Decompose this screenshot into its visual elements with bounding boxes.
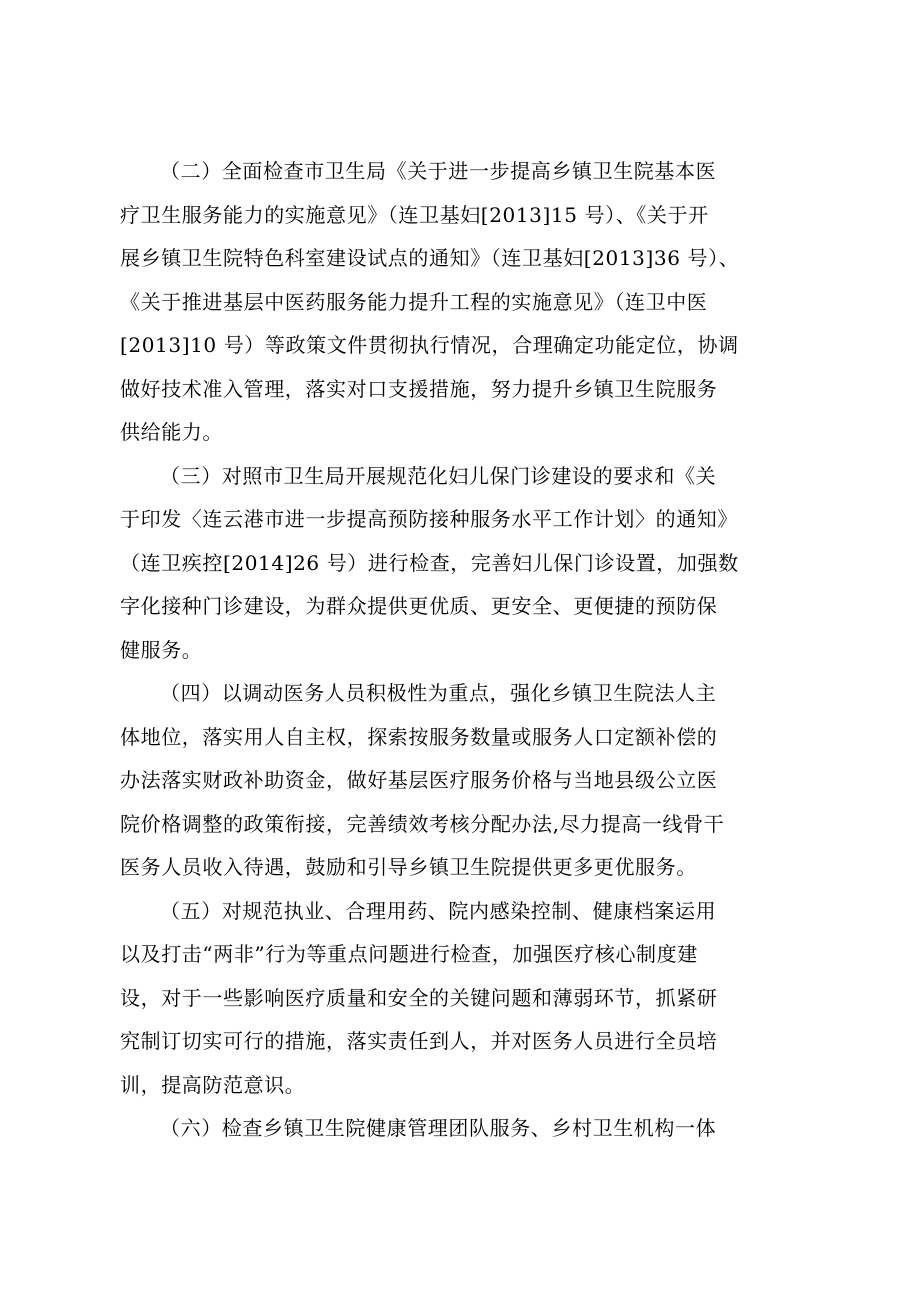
text-line: 于印发〈连云港市进一步提高预防接种服务水平工作计划〉的通知》 (120, 507, 738, 531)
text-line: 做好技术准入管理，落实对口支援措施，努力提升乡镇卫生院服务 (120, 376, 718, 401)
paragraph-5 (120, 890, 806, 1108)
text-line: 体地位，落实用人自主权，探索按服务数量或服务人口定额补偿的 (120, 724, 718, 749)
text-line: 设，对于一些影响医疗质量和安全的关键问题和薄弱环节，抓紧研 (120, 985, 718, 1010)
text-line: 院价格调整的政策衔接，完善绩效考核分配办法,尽力提高一线骨干 (120, 811, 725, 836)
text-line: （连卫疾控[2014]26 号）进行检查，完善妇儿保门诊设置，加强数 (120, 550, 739, 575)
text-line: （四）以调动医务人员积极性为重点，强化乡镇卫生院法人主 (160, 681, 717, 705)
text-line: 字化接种门诊建设，为群众提供更优质、更安全、更便捷的预防保 (120, 594, 718, 618)
paragraph-2 (120, 150, 806, 455)
paragraph-4 (120, 672, 806, 890)
text-line: 以及打击“两非”行为等重点问题进行检查，加强医疗核心制度建 (120, 942, 698, 966)
text-line: 健服务。 (120, 637, 203, 662)
text-line: 究制订切实可行的措施，落实责任到人，并对医务人员进行全员培 (120, 1029, 718, 1053)
text-line: [2013]10 号）等政策文件贯彻执行情况，合理确定功能定位，协调 (120, 333, 739, 357)
text-line: （三）对照市卫生局开展规范化妇儿保门诊建设的要求和《关 (160, 463, 717, 488)
text-line: （二）全面检查市卫生局《关于进一步提高乡镇卫生院基本医 (160, 159, 717, 183)
text-line: 《关于推进基层中医药服务能力提升工程的实施意见》（连卫中医 (120, 289, 708, 314)
text-line: 疗卫生服务能力的实施意见》（连卫基妇[2013]15 号）、《关于开 (120, 202, 709, 227)
text-line: 供给能力。 (120, 420, 223, 444)
text-line: 办法落实财政补助资金，做好基层医疗服务价格与当地县级公立医 (120, 768, 718, 792)
document-body (120, 150, 806, 1151)
text-line: （五）对规范执业、合理用药、院内感染控制、健康档案运用 (160, 898, 717, 923)
paragraph-6 (120, 1107, 806, 1151)
text-line: 医务人员收入待遇，鼓励和引导乡镇卫生院提供更多更优服务。 (120, 855, 697, 879)
text-line: （六）检查乡镇卫生院健康管理团队服务、乡村卫生机构一体 (160, 1116, 717, 1140)
text-line: 展乡镇卫生院特色科室建设试点的通知》（连卫基妇[2013]36 号）、 (120, 246, 740, 270)
text-line: 训，提高防范意识。 (120, 1072, 306, 1097)
paragraph-3 (120, 455, 806, 673)
